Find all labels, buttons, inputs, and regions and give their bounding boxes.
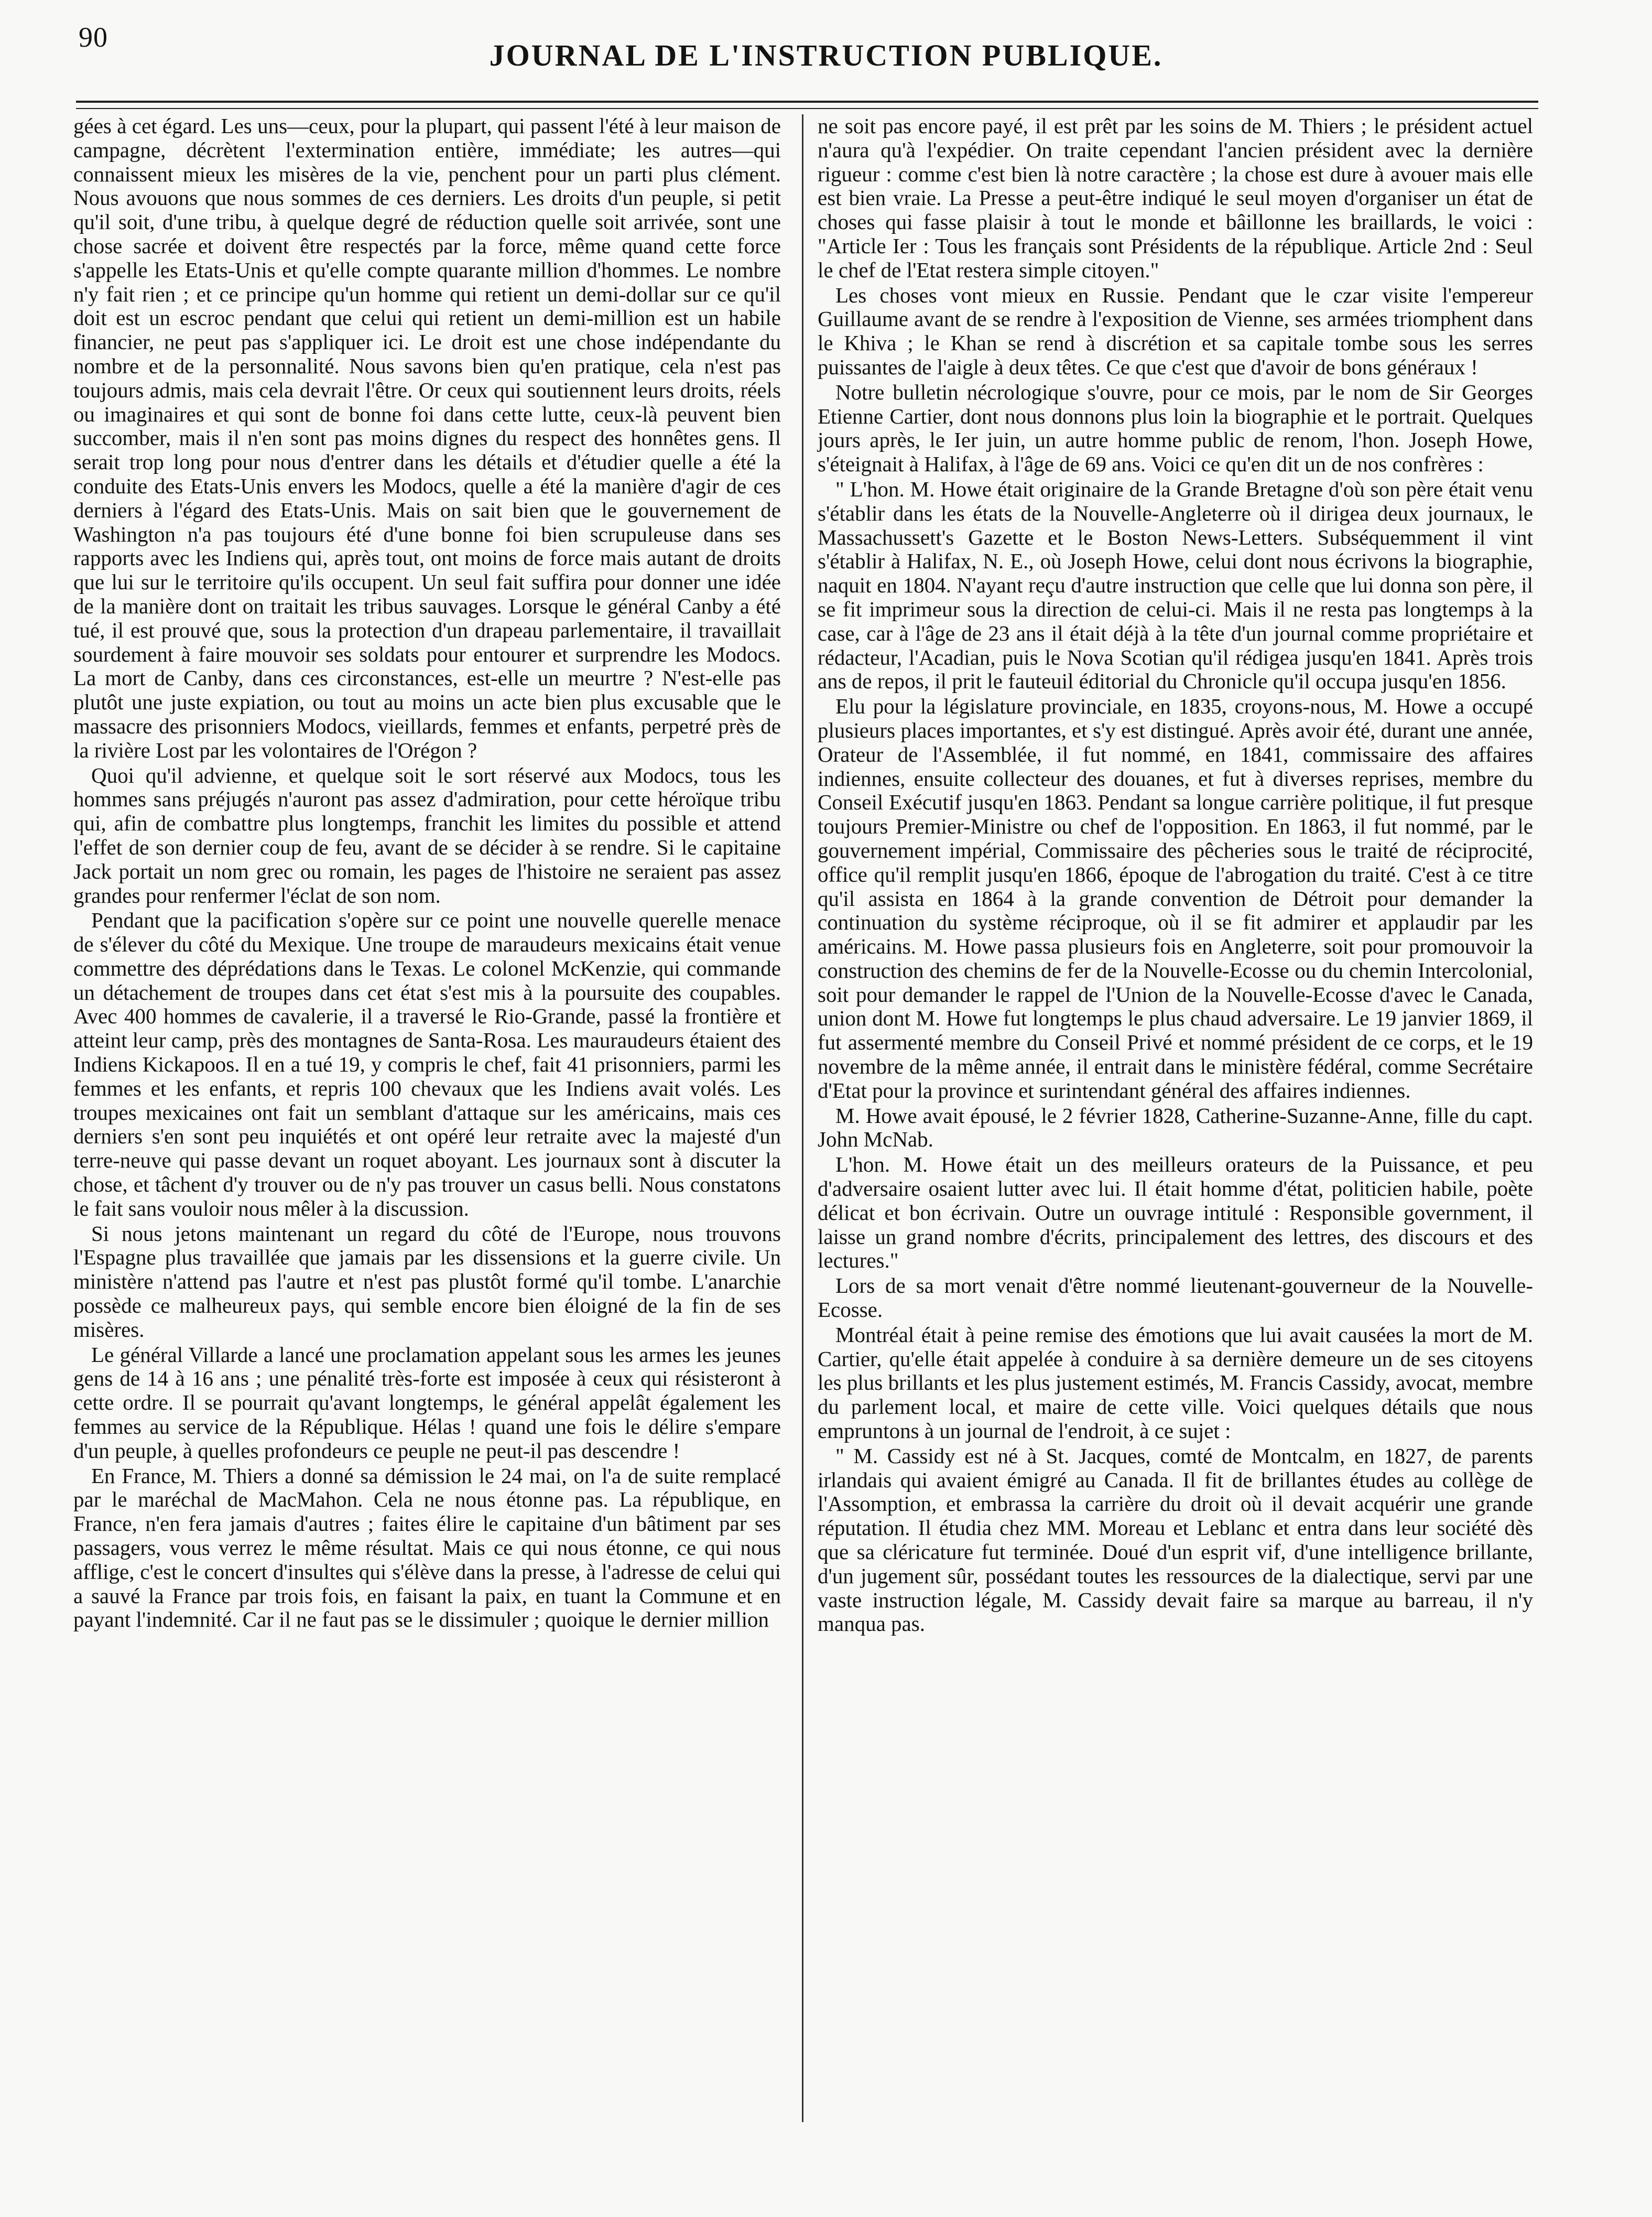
header-rule-thin: [76, 108, 1538, 109]
paragraph: " L'hon. M. Howe était originaire de la Grande Bretagne d'où son père était venu s'établir dans les états de la Nouvelle-Angleterre où il dirigea deux journaux, le Massachussett's Gazette et le Boston News-Letters. Subséquemment il vint s'établir à Halifax, N. E., où Joseph Howe, celui dont nous écrivons la biographie, naquit en 1804. N'ayant reçu d'autre instruction que celle que lui donna son père, il se fit imprimeur sous la direction de celui-ci. Mais il ne resta pas longtemps à la case, car à l'âge de 23 ans il était déjà à la tête d'un journal comme propriétaire et rédacteur, l'Acadian, puis le Nova Scotian qu'il rédigea jusqu'en 1841. Après trois ans de repos, il prit le fauteuil éditorial du Chronicle qu'il occupa jusqu'en 1856.: [818, 477, 1533, 694]
paragraph: " M. Cassidy est né à St. Jacques, comté de Montcalm, en 1827, de parents irlandais qui avaient émigré au Canada. Il fit de brillantes études au collège de l'Assomption, et embrassa la carrière du droit où il devait acquérir une grande réputation. Il étudia chez MM. Moreau et Leblanc et entra dans leur société dès que sa cléricature fut terminée. Doué d'un esprit vif, d'une intelligence brillante, d'un jugement sûr, possédant toutes les ressources de la dialectique, servi par une vaste instruction légale, M. Cassidy devait faire sa marque au barreau, il n'y manqua pas.: [818, 1443, 1533, 1636]
left-column: [73, 114, 781, 1632]
paragraph: gées à cet égard. Les uns—ceux, pour la plupart, qui passent l'été à leur maison de campagne, décrètent l'extermination entière, immédiate; les autres—qui connaissent mieux les misères de la vie, penchent pour un parti plus clément. Nous avouons que nous sommes de ces derniers. Les droits d'un peuple, si petit qu'il soit, d'une tribu, à quelque degré de réduction quelle soit arrivée, sont une chose sacrée et doivent être respectés par la force, même quand cette force s'appelle les Etats-Unis et qu'elle compte quarante million d'hommes. Le nombre n'y fait rien ; et ce principe qu'un homme qui retient un demi-dollar sur ce qu'il doit est un escroc pendant que celui qui retient un demi-million est un habile financier, ne peut pas s'appliquer ici. Le droit est une chose indépendante du nombre et de la personnalité. Nous savons bien qu'en pratique, cela n'est pas toujours admis, mais cela devrait l'être. Or ceux qui soutiennent leurs droits, réels ou imaginaires et qui sont de bonne foi dans cette lutte, ceux-là peuvent bien succomber, mais il n'en sont pas moins dignes du respect des honnêtes gens. Il serait trop long pour nous d'entrer dans les détails et d'étudier quelle a été la conduite des Etats-Unis envers les Modocs, quelle a été la manière d'agir de ces derniers à l'égard des Etats-Unis. Mais on sait bien que le gouvernement de Washington n'a pas toujours été d'une bonne foi bien scrupuleuse dans ses rapports avec les Indiens qui, après tout, ont moins de force mais autant de droits que lui sur le territoire qu'ils occupent. Un seul fait suffira pour donner une idée de la manière dont on traitait les tribus sauvages. Lorsque le général Canby a été tué, il est prouvé que, sous la protection d'un drapeau parlementaire, il travaillait sourdement à faire mouvoir ses soldats pour entourer et surprendre les Modocs. La mort de Canby, dans ces circonstances, est-elle un meurtre ? N'est-elle pas plutôt une juste expiation, ou tout au moins un acte bien plus excusable que le massacre des prisonniers Modocs, vieillards, femmes et enfants, perpetré près de la rivière Lost par les volontaires de l'Orégon ?: [73, 114, 781, 762]
paragraph: Le général Villarde a lancé une proclamation appelant sous les armes les jeunes gens de 14 à 16 ans ; une pénalité très-forte est imposée à ceux qui résisteront à cette ordre. Il se pourrait qu'avant longtemps, le général appelât également les femmes au service de la République. Hélas ! quand une fois le délire s'empare d'un peuple, à quelles profondeurs ce peuple ne peut-il pas descendre !: [73, 1342, 781, 1463]
paragraph: Les choses vont mieux en Russie. Pendant que le czar visite l'empereur Guillaume avant de se rendre à l'exposition de Vienne, ses armées triomphent dans le Khiva ; le Khan se rend à discrétion et sa capitale tombe sous les serres puissantes de l'aigle à deux têtes. Ce que c'est que d'avoir de bons généraux !: [818, 283, 1533, 379]
paragraph: Si nous jetons maintenant un regard du côté de l'Europe, nous trouvons l'Espagne plus travaillée que jamais par les dissensions et la guerre civile. Un ministère n'attend pas l'autre et n'est pas plustôt formé qu'il tombe. L'anarchie possède ce malheureux pays, qui semble encore bien éloigné de la fin de ses misères.: [73, 1221, 781, 1342]
header-rule: [76, 101, 1538, 103]
page-number: 90: [79, 21, 108, 53]
page-title: JOURNAL DE L'INSTRUCTION PUBLIQUE.: [489, 38, 1163, 72]
paragraph: Montréal était à peine remise des émotions que lui avait causées la mort de M. Cartier, qu'elle était appelée à conduire à sa dernière demeure un de ses citoyens les plus brillants et les plus justement estimés, M. Francis Cassidy, avocat, membre du parlement local, et maire de cette ville. Voici quelques détails que nous empruntons à un journal de l'endroit, à ce sujet :: [818, 1322, 1533, 1443]
right-column: [818, 114, 1533, 1636]
paragraph: M. Howe avait épousé, le 2 février 1828, Catherine-Suzanne-Anne, fille du capt. John McNab.: [818, 1103, 1533, 1152]
paragraph: Lors de sa mort venait d'être nommé lieutenant-gouverneur de la Nouvelle-Ecosse.: [818, 1273, 1533, 1322]
column-divider: [802, 114, 803, 2122]
paragraph: En France, M. Thiers a donné sa démission le 24 mai, on l'a de suite remplacé par le maréchal de MacMahon. Cela ne nous étonne pas. La république, en France, n'en fera jamais d'autres ; faites élire le capitaine d'un bâtiment par ses passagers, vous verrez le même résultat. Mais ce qui nous étonne, ce qui nous afflige, c'est le concert d'insultes qui s'élève dans la presse, à l'adresse de celui qui a sauvé la France par trois fois, en faisant la paix, en tuant la Commune et en payant l'indemnité. Car il ne faut pas se le dissimuler ; quoique le dernier million: [73, 1463, 781, 1632]
paragraph: Notre bulletin nécrologique s'ouvre, pour ce mois, par le nom de Sir Georges Etienne Cartier, dont nous donnons plus loin la biographie et le portrait. Quelques jours après, le Ier juin, un autre homme public de renom, l'hon. Joseph Howe, s'éteignait à Halifax, à l'âge de 69 ans. Voici ce qu'en dit un de nos confrères :: [818, 380, 1533, 477]
paragraph: ne soit pas encore payé, il est prêt par les soins de M. Thiers ; le président actuel n'aura qu'à l'expédier. On traite cependant l'ancien président avec la dernière rigueur : comme c'est bien là notre caractère ; la chose est dure à avouer mais elle est bien vraie. La Presse a peut-être indiqué le seul moyen d'organiser un état de choses qui fasse plaisir à tout le monde et bâillonne les braillards, le voici : "Article Ier : Tous les français sont Présidents de la république. Article 2nd : Seul le chef de l'Etat restera simple citoyen.": [818, 114, 1533, 282]
paragraph: L'hon. M. Howe était un des meilleurs orateurs de la Puissance, et peu d'adversaire osaient lutter avec lui. Il était homme d'état, politicien habile, poète délicat et bon écrivain. Outre un ouvrage intitulé : Responsible government, il laisse un grand nombre d'écrits, principalement des lettres, des discours et des lectures.": [818, 1152, 1533, 1273]
paragraph: Elu pour la législature provinciale, en 1835, croyons-nous, M. Howe a occupé plusieurs places importantes, et s'y est distingué. Après avoir été, durant une année, Orateur de l'Assemblée, il fut nommé, en 1841, commissaire des affaires indiennes, ensuite collecteur des douanes, et fut à diverses reprises, membre du Conseil Exécutif jusqu'en 1863. Pendant sa longue carrière politique, il fut presque toujours Premier-Ministre ou chef de l'opposition. En 1863, il fut nommé, par le gouvernement impérial, Commissaire des pêcheries sous le traité de réciprocité, office qu'il remplit jusqu'en 1866, époque de l'abrogation du traité. C'est à ce titre qu'il assista en 1864 à la grande convention de Détroit pour demander la continuation du système réciproque, où il se fit admirer et applaudir par les américains. M. Howe passa plusieurs fois en Angleterre, soit pour promouvoir la construction des chemins de fer de la Nouvelle-Ecosse ou du chemin Intercolonial, soit pour demander le rappel de l'Union de la Nouvelle-Ecosse d'avec le Canada, union dont M. Howe fut longtemps le plus chaud adversaire. Le 19 janvier 1869, il fut assermenté membre du Conseil Privé et nommé président de ce corps, et le 19 novembre de la même année, il entrait dans le ministère fédéral, comme Secrétaire d'Etat pour la province et surintendant général des affaires indiennes.: [818, 694, 1533, 1102]
paragraph: Pendant que la pacification s'opère sur ce point une nouvelle querelle menace de s'élever du côté du Mexique. Une troupe de maraudeurs mexicains était venue commettre des déprédations dans le Texas. Le colonel McKenzie, qui commande un détachement de troupes dans cet état s'est mis à la poursuite des coupables. Avec 400 hommes de cavalerie, il a traversé le Rio-Grande, passé la frontière et atteint leur camp, près des montagnes de Santa-Rosa. Les mauraudeurs étaient des Indiens Kickapoos. Il en a tué 19, y compris le chef, fait 41 prisonniers, parmi les femmes et les enfants, et repris 100 chevaux que les Indiens avait volés. Les troupes mexicaines ont fait un semblant d'attaque sur les américains, mais ces derniers s'en sont peu inquiétés et ont opéré leur retraite avec la majesté d'un terre-neuve qui passe devant un roquet aboyant. Les journaux sont à discuter la chose, et tâchent d'y trouver ou de n'y pas trouver un casus belli. Nous constatons le fait sans vouloir nous mêler à la discussion.: [73, 908, 781, 1220]
paragraph: Quoi qu'il advienne, et quelque soit le sort réservé aux Modocs, tous les hommes sans préjugés n'auront pas assez d'admiration, pour cette héroïque tribu qui, afin de combattre plus longtemps, franchit les limites du possible et attend l'effet de son dernier coup de feu, avant de se décider à se rendre. Si le capitaine Jack portait un nom grec ou romain, les pages de l'histoire ne seraient pas assez grandes pour renfermer l'éclat de son nom.: [73, 763, 781, 907]
